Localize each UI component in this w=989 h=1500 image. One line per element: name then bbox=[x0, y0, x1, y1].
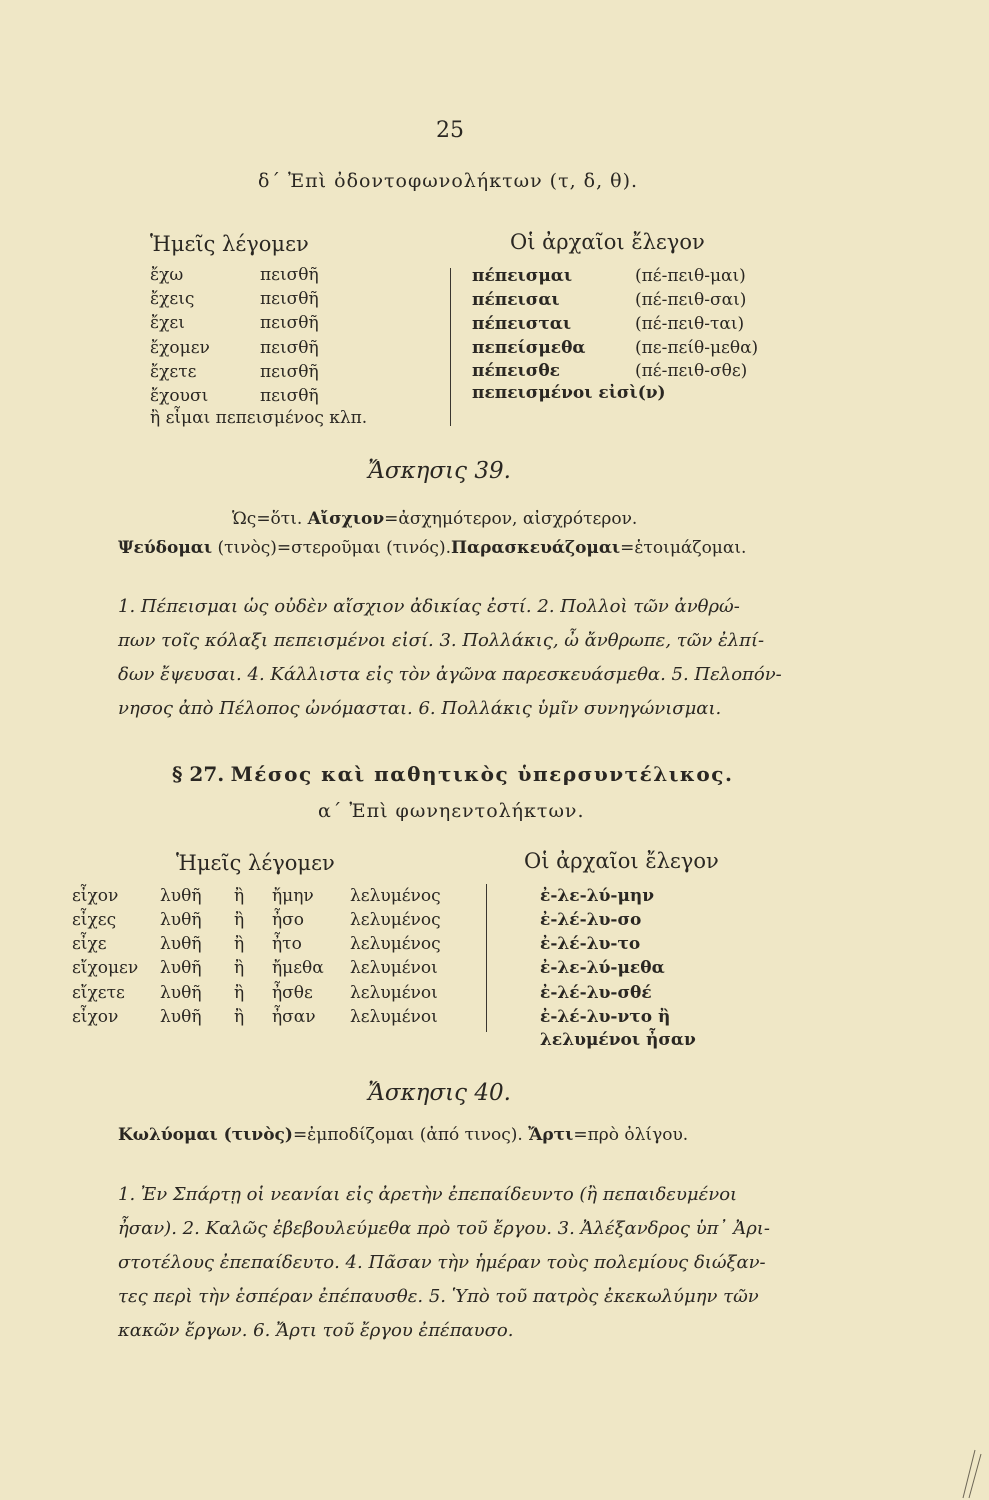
section27-number: § 27. bbox=[172, 762, 225, 786]
t1-left-part: πεισθῆ bbox=[260, 386, 319, 406]
section27-heading bbox=[172, 762, 733, 786]
t1-right-analysis: (πέ-πειθ-σθε) bbox=[635, 361, 748, 381]
t2-or: ἢ bbox=[234, 886, 245, 906]
t2-or: ἢ bbox=[234, 910, 245, 930]
table2-left-header: Ἡμεῖς λέγομεν bbox=[176, 851, 335, 875]
exercise39-title: Ἄσκησις 39. bbox=[368, 458, 511, 484]
vocab-gloss: =ἐμποδίζομαι (ἀπό τινος). bbox=[292, 1125, 529, 1145]
exercise39-vocab-line1 bbox=[232, 509, 637, 529]
t2-or: ἢ bbox=[234, 958, 245, 978]
t2-participle: λελυμένοι bbox=[350, 983, 438, 1003]
t2-participle: λελυμένοι bbox=[350, 1007, 438, 1027]
t1-left-verb: ἔχετε bbox=[150, 362, 197, 382]
vocab-gloss: =πρὸ ὀλίγου. bbox=[573, 1125, 689, 1145]
exercise-line: 1. Ἐν Σπάρτῃ οἱ νεανίαι εἰς ἀρετὴν ἐπεπαίδευντο (ἢ πεπαιδευμένοι bbox=[118, 1184, 738, 1205]
t1-left-verb: ἔχω bbox=[150, 265, 184, 285]
vocab-gloss: =ἑτοιμάζομαι. bbox=[620, 538, 747, 558]
exercise39-vocab-line2 bbox=[118, 538, 746, 558]
vocab-term-bold: Παρασκευάζομαι bbox=[450, 538, 621, 558]
t2-ancient-form: ἐ-λέ-λυ-ντο ἢ bbox=[540, 1007, 671, 1027]
exercise-line: πων τοῖς κόλαξι πεπεισμένοι εἰσί. 3. Πολλάκις, ὦ ἄνθρωπε, τῶν ἐλπί- bbox=[118, 630, 765, 651]
t1-right-form: πέπεισαι bbox=[472, 290, 560, 310]
vocab-term-bold: Κωλύομαι (τινὸς) bbox=[118, 1125, 293, 1145]
vocab-gloss: (τινὸς)=στεροῦμαι (τινός). bbox=[212, 538, 451, 558]
t2-part: λυθῆ bbox=[160, 910, 202, 930]
t1-right-form: πέπεισται bbox=[472, 314, 572, 334]
vocab-term-bold: Ἄρτι bbox=[528, 1125, 574, 1145]
exercise40-title: Ἄσκησις 40. bbox=[368, 1080, 511, 1106]
t2-verb: εἴχετε bbox=[72, 983, 125, 1003]
exercise-line: νησος ἀπὸ Πέλοπος ὠνόμασται. 6. Πολλάκις ὑμῖν συνηγώνισμαι. bbox=[118, 698, 722, 719]
t2-participle: λελυμένος bbox=[350, 910, 441, 930]
t2-participle: λελυμένος bbox=[350, 886, 441, 906]
t2-ancient-form: ἐ-λε-λύ-μην bbox=[540, 886, 655, 906]
t2-participle: λελυμένος bbox=[350, 934, 441, 954]
section27-title: Μέσος καὶ παθητικὸς ὑπερσυντέλικος. bbox=[230, 762, 734, 786]
t1-left-footer: ἢ εἶμαι πεπεισμένος κλπ. bbox=[150, 408, 368, 428]
t1-left-part: πεισθῆ bbox=[260, 362, 319, 382]
t2-part: λυθῆ bbox=[160, 983, 202, 1003]
t2-or: ἢ bbox=[234, 934, 245, 954]
t2-part: λυθῆ bbox=[160, 1007, 202, 1027]
t2-aux: ἦσαν bbox=[272, 1007, 316, 1027]
section27-subtitle: α΄ Ἐπὶ φωνηεντολήκτων. bbox=[318, 800, 585, 822]
t2-part: λυθῆ bbox=[160, 958, 202, 978]
exercise39-body bbox=[118, 590, 848, 726]
t1-left-verb: ἔχομεν bbox=[150, 338, 210, 358]
t2-participle: λελυμένοι bbox=[350, 958, 438, 978]
t1-right-analysis: (πέ-πειθ-μαι) bbox=[635, 266, 746, 286]
t2-ancient-footer: λελυμένοι ἦσαν bbox=[540, 1030, 696, 1050]
table1-right-header: Οἱ ἀρχαῖοι ἔλεγον bbox=[510, 230, 705, 254]
vocab-term-bold: Αἴσχιον bbox=[307, 509, 385, 529]
t2-verb: εἶχες bbox=[72, 910, 117, 930]
t1-right-analysis: (πε-πείθ-μεθα) bbox=[635, 338, 759, 358]
table2-divider bbox=[486, 884, 487, 1032]
t2-ancient-form: ἐ-λέ-λυ-το bbox=[540, 934, 641, 954]
t2-or: ἢ bbox=[234, 1007, 245, 1027]
t1-right-form: πεπείσμεθα bbox=[472, 338, 586, 358]
t2-verb: εἶχον bbox=[72, 1007, 119, 1027]
page-number: 25 bbox=[436, 118, 464, 143]
exercise-line: στοτέλους ἐπεπαίδευτο. 4. Πᾶσαν τὴν ἡμέραν τοὺς πολεμίους διώξαν- bbox=[118, 1252, 766, 1273]
t2-aux: ἦτο bbox=[272, 934, 302, 954]
exercise-line: τες περὶ τὴν ἑσπέραν ἐπέπαυσθε. 5. Ὑπὸ τοῦ πατρὸς ἐκεκωλύμην τῶν bbox=[118, 1286, 759, 1307]
vocab-term-bold: Ψεύδομαι bbox=[118, 538, 213, 558]
t2-aux: ἤμεθα bbox=[272, 958, 324, 978]
t2-verb: εἶχε bbox=[72, 934, 107, 954]
t2-verb: εἶχον bbox=[72, 886, 119, 906]
t2-part: λυθῆ bbox=[160, 886, 202, 906]
t1-left-verb: ἔχει bbox=[150, 313, 185, 333]
t2-verb: εἴχομεν bbox=[72, 958, 139, 978]
t1-right-footer: πεπεισμένοι εἰσὶ(ν) bbox=[472, 383, 666, 403]
table1-left-header: Ἡμεῖς λέγομεν bbox=[150, 232, 309, 256]
t1-left-part: πεισθῆ bbox=[260, 265, 319, 285]
t1-left-verb: ἔχεις bbox=[150, 289, 195, 309]
t1-left-part: πεισθῆ bbox=[260, 313, 319, 333]
t1-right-analysis: (πέ-πειθ-ται) bbox=[635, 314, 745, 334]
t1-left-verb: ἔχουσι bbox=[150, 386, 209, 406]
exercise40-body bbox=[118, 1178, 878, 1348]
t1-left-part: πεισθῆ bbox=[260, 338, 319, 358]
t1-right-analysis: (πέ-πειθ-σαι) bbox=[635, 290, 747, 310]
t2-part: λυθῆ bbox=[160, 934, 202, 954]
t2-ancient-form: ἐ-λέ-λυ-σο bbox=[540, 910, 642, 930]
t1-left-part: πεισθῆ bbox=[260, 289, 319, 309]
exercise-line: 1. Πέπεισμαι ὡς οὐδὲν αἴσχιον ἀδικίας ἐστί. 2. Πολλοὶ τῶν ἀνθρώ- bbox=[118, 596, 740, 617]
t1-right-form: πέπεισθε bbox=[472, 361, 560, 381]
t2-aux: ἦσθε bbox=[272, 983, 313, 1003]
t2-ancient-form: ἐ-λέ-λυ-σθέ bbox=[540, 983, 652, 1003]
exercise-line: ἦσαν). 2. Καλῶς ἐβεβουλεύμεθα πρὸ τοῦ ἔργου. 3. Ἀλέξανδρος ὑπ᾽ Ἀρι- bbox=[118, 1218, 770, 1239]
t1-right-form: πέπεισμαι bbox=[472, 266, 573, 286]
table2-right-header: Οἱ ἀρχαῖοι ἔλεγον bbox=[524, 849, 719, 873]
exercise40-vocab bbox=[118, 1125, 688, 1145]
exercise-line: κακῶν ἔργων. 6. Ἄρτι τοῦ ἔργου ἐπέπαυσο. bbox=[118, 1320, 514, 1341]
table1-divider bbox=[450, 268, 451, 426]
exercise-line: δων ἔψευσαι. 4. Κάλλιστα εἰς τὸν ἀγῶνα παρεσκευάσμεθα. 5. Πελοπόν- bbox=[118, 664, 782, 685]
margin-pencil-mark bbox=[949, 1440, 989, 1500]
section-delta-heading: δ΄ Ἐπὶ ὀδοντοφωνολήκτων (τ, δ, θ). bbox=[258, 170, 639, 192]
t2-aux: ἦσο bbox=[272, 910, 305, 930]
t2-or: ἢ bbox=[234, 983, 245, 1003]
vocab-term: Ὡς=ὅτι. bbox=[232, 509, 308, 529]
t2-aux: ἤμην bbox=[272, 886, 314, 906]
vocab-gloss: =ἀσχημότερον, αἰσχρότερον. bbox=[384, 509, 638, 529]
t2-ancient-form: ἐ-λε-λύ-μεθα bbox=[540, 958, 665, 978]
